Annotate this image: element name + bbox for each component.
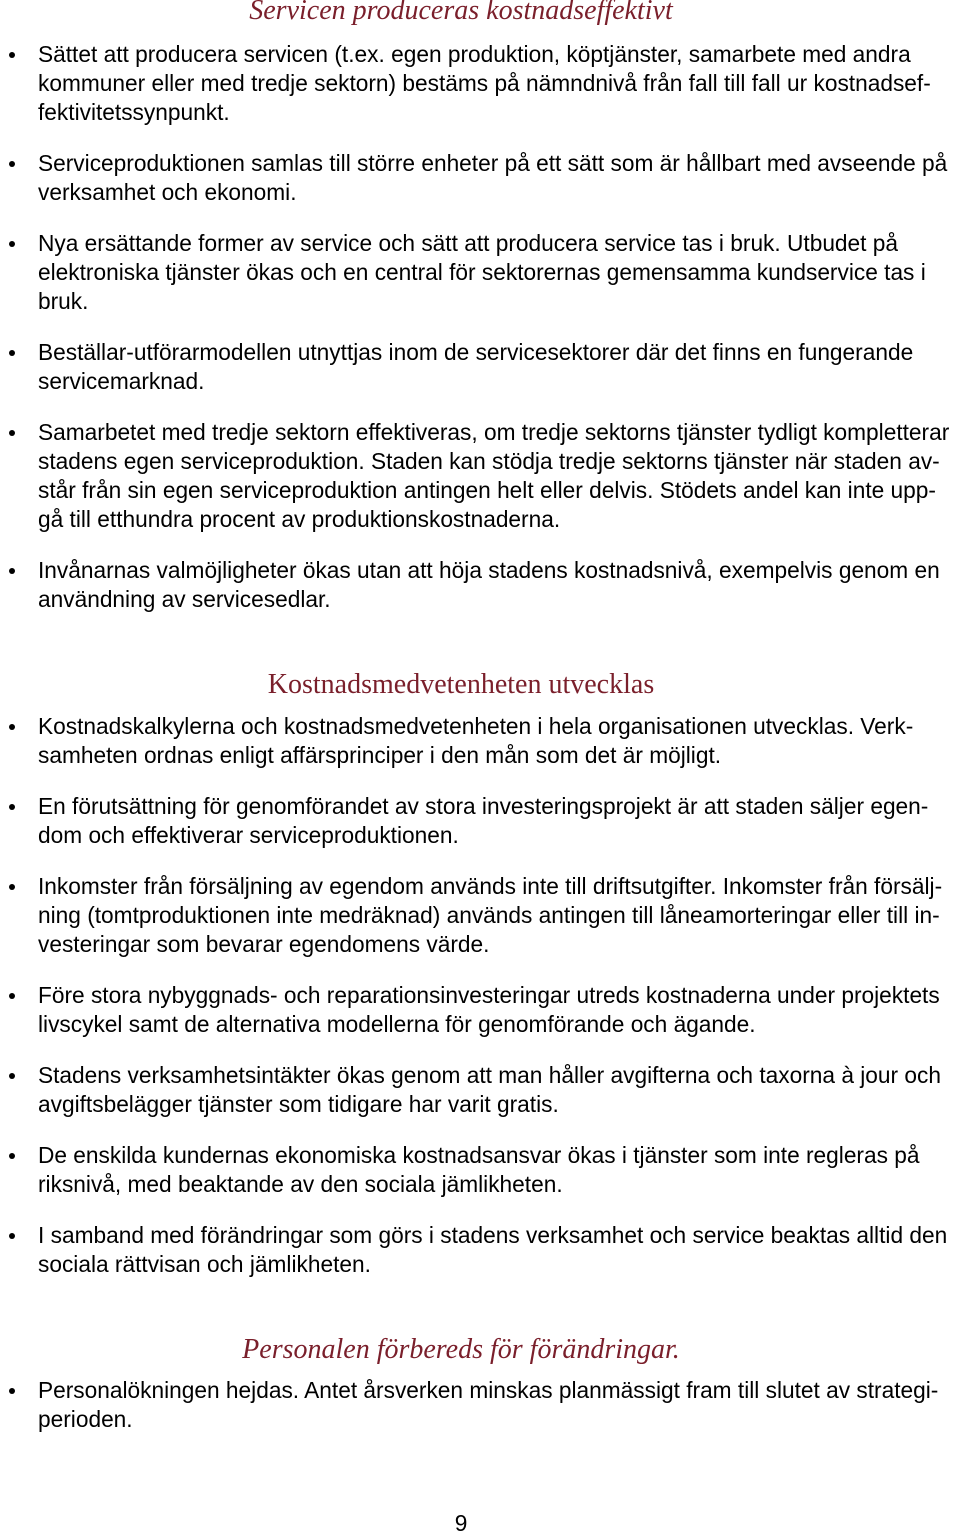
bullet-icon — [9, 884, 15, 890]
paragraph-line: vesteringar som bevarar egendomens värde. — [38, 931, 490, 957]
bullet-icon — [9, 993, 15, 999]
paragraph-line: elektroniska tjänster ökas och en central för sektorernas gemensamma kundservice tas i — [38, 259, 926, 285]
bullet-icon — [9, 1073, 15, 1079]
paragraph-line: perioden. — [38, 1406, 133, 1432]
bullet-icon — [9, 724, 15, 730]
paragraph-line: kommuner eller med tredje sektorn) bestäms på nämndnivå från fall till fall ur kostnadsef- — [38, 70, 931, 96]
bullet-icon — [9, 1153, 15, 1159]
paragraph-line: verksamhet och ekonomi. — [38, 179, 297, 205]
paragraph-line: Stadens verksamhetsintäkter ökas genom att man håller avgifterna och taxorna à jour och — [38, 1062, 941, 1088]
paragraph-line: dom och effektiverar serviceproduktionen. — [38, 822, 459, 848]
paragraph-line: Personalökningen hejdas. Antet årsverken minskas planmässigt fram till slutet av strategi- — [38, 1377, 939, 1403]
paragraph-line: Serviceproduktionen samlas till större enheter på ett sätt som är hållbart med avseende på — [38, 150, 948, 176]
paragraph-line: I samband med förändringar som görs i stadens verksamhet och service beaktas alltid den — [38, 1222, 948, 1248]
paragraph-line: samheten ordnas enligt affärsprinciper i den mån som det är möjligt. — [38, 742, 722, 768]
list-item — [38, 338, 958, 396]
section-heading: Personalen förbereds för förändringar. — [242, 1334, 680, 1365]
bullet-list — [38, 40, 958, 614]
paragraph-line: sociala rättvisan och jämlikheten. — [38, 1251, 371, 1277]
bullet-icon — [9, 241, 15, 247]
list-item — [38, 712, 958, 770]
list-item — [38, 149, 958, 207]
bullet-icon — [9, 430, 15, 436]
bullet-list — [38, 712, 958, 1279]
bullet-icon — [9, 52, 15, 58]
paragraph-line: stadens egen serviceproduktion. Staden kan stödja tredje sektorns tjänster när staden av- — [38, 448, 940, 474]
paragraph-line: Beställar-utförarmodellen utnyttjas inom de servicesektorer där det finns en fungerande — [38, 339, 914, 365]
list-item — [38, 229, 958, 316]
paragraph-line: livscykel samt de alternativa modellerna för genomförande och ägande. — [38, 1011, 756, 1037]
bullet-icon — [9, 1388, 15, 1394]
paragraph-line: servicemarknad. — [38, 368, 205, 394]
bullet-icon — [9, 804, 15, 810]
page-number: 9 — [454, 1510, 468, 1533]
paragraph-line: användning av servicesedlar. — [38, 586, 331, 612]
bullet-icon — [9, 1233, 15, 1239]
list-item — [38, 872, 958, 959]
list-item — [38, 1141, 958, 1199]
list-item — [38, 40, 958, 127]
section-heading: Kostnadsmedvetenheten utvecklas — [267, 669, 655, 700]
paragraph-line: gå till etthundra procent av produktionskostnaderna. — [38, 506, 561, 532]
bullet-list — [38, 1376, 958, 1434]
paragraph-line: står från sin egen serviceproduktion antingen helt eller delvis. Stödets andel kan inte upp- — [38, 477, 936, 503]
bullet-icon — [9, 568, 15, 574]
list-item — [38, 1061, 958, 1119]
paragraph-line: Nya ersättande former av service och sätt att producera service tas i bruk. Utbudet på — [38, 230, 899, 256]
paragraph-line: ning (tomtproduktionen inte medräknad) används antingen till låneamorteringar eller till in- — [38, 902, 940, 928]
bullet-icon — [9, 350, 15, 356]
bullet-icon — [9, 161, 15, 167]
section-heading: Servicen produceras kostnadseffektivt — [249, 0, 673, 26]
paragraph-line: Inkomster från försäljning av egendom används inte till driftsutgifter. Inkomster från försälj- — [38, 873, 943, 899]
paragraph-line: avgiftsbelägger tjänster som tidigare har varit gratis. — [38, 1091, 559, 1117]
paragraph-line: En förutsättning för genomförandet av stora investeringsprojekt är att staden säljer egen- — [38, 793, 929, 819]
paragraph-line: Före stora nybyggnads- och reparationsinvesteringar utreds kostnaderna under projektets — [38, 982, 940, 1008]
paragraph-line: bruk. — [38, 288, 89, 314]
list-item — [38, 556, 958, 614]
list-item — [38, 418, 958, 534]
paragraph-line: Invånarnas valmöjligheter ökas utan att höja stadens kostnadsnivå, exempelvis genom en — [38, 557, 940, 583]
paragraph-line: Kostnadskalkylerna och kostnadsmedvetenheten i hela organisationen utvecklas. Verk- — [38, 713, 914, 739]
list-item — [38, 1221, 958, 1279]
paragraph-line: fektivitetssynpunkt. — [38, 99, 230, 125]
paragraph-line: riksnivå, med beaktande av den sociala jämlikheten. — [38, 1171, 563, 1197]
list-item — [38, 792, 958, 850]
paragraph-line: Sättet att producera servicen (t.ex. egen produktion, köptjänster, samarbete med andra — [38, 41, 911, 67]
paragraph-line: Samarbetet med tredje sektorn effektiveras, om tredje sektorns tjänster tydligt kompletterar — [38, 419, 950, 445]
list-item — [38, 981, 958, 1039]
paragraph-line: De enskilda kundernas ekonomiska kostnadsansvar ökas i tjänster som inte regleras på — [38, 1142, 920, 1168]
list-item — [38, 1376, 958, 1434]
